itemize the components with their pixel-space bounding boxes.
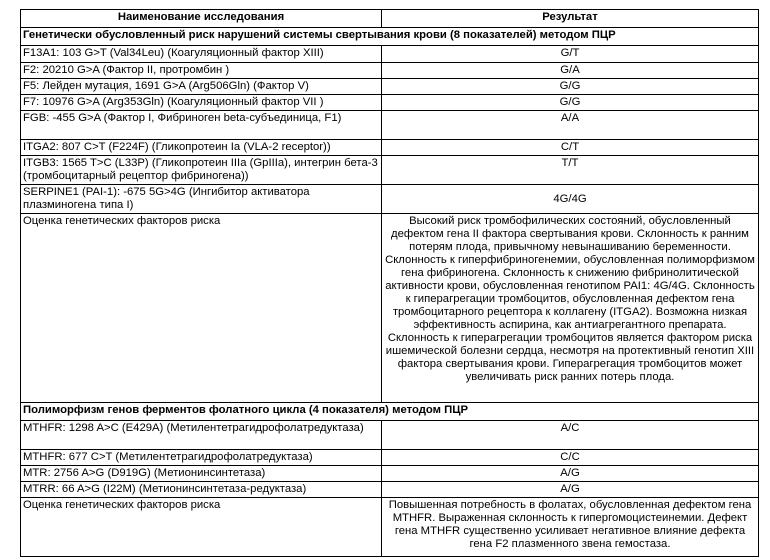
test-result: A/C [382, 421, 759, 450]
test-result: G/A [382, 63, 759, 79]
test-name: MTR: 2756 A>G (D919G) (Метионинсинтетаза) [21, 466, 382, 482]
assessment-label: Оценка генетических факторов риска [21, 498, 382, 557]
section-title: Полиморфизм генов ферментов фолатного цикла (4 показателя) методом ПЦР [21, 403, 759, 421]
table-row [21, 156, 759, 185]
assessment-text: Высокий риск тромбофилических состояний, обусловленный дефектом гена II фактора свертывания крови. Склонность к ранним потерям плода, привычному невынашиванию беременности. Склонность к гиперфибриногенемии, обусловленная полиморфизмом гена фибриногена. Склонность к снижению фибринолитической активности крови, обусловленная генотипом PAI1: 4G/4G. Склонность к гиперагрегации тромбоцитов, обусловленная дефектом гена тромбоцитарного рецептора к коллагену (ITGA2). Возможна низкая эффективность аспирина, как антиагрегантного препарата. Склонность к гиперагрегации тромбоцитов является фактором риска ишемической болезни сердца, несмотря на протективный генотип XIII фактора свертывания крови. Гиперагрегация тромбоцитов может увеличивать риск ранних потерь плода. [382, 214, 759, 403]
table-row [21, 466, 759, 482]
test-name: MTHFR: 1298 A>C (E429A) (Метилентетрагидрофолатредуктаза) [21, 421, 382, 450]
test-name: MTHFR: 677 C>T (Метилентетрагидрофолатредуктаза) [21, 450, 382, 466]
table-row [21, 140, 759, 156]
test-result: C/C [382, 450, 759, 466]
header-row [21, 10, 759, 28]
test-name: ITGA2: 807 C>T (F224F) (Гликопротеин Ia (VLA-2 receptor)) [21, 140, 382, 156]
test-name: F2: 20210 G>A (Фактор II, протромбин ) [21, 63, 382, 79]
table-row [21, 111, 759, 140]
table-row [21, 46, 759, 63]
test-name: ITGB3: 1565 T>C (L33P) (Гликопротеин IIIa (GpIIIa), интегрин бета-3 (тромбоцитарный рецептор фибриногена)) [21, 156, 382, 185]
assessment-row [21, 214, 759, 403]
section-row [21, 403, 759, 421]
test-result: C/T [382, 140, 759, 156]
table-row [21, 421, 759, 450]
table-row [21, 482, 759, 498]
table-row [21, 185, 759, 214]
table-row [21, 63, 759, 79]
test-result: G/G [382, 95, 759, 111]
assessment-text: Повышенная потребность в фолатах, обусловленная дефектом гена MTHFR. Выраженная склонность к гипергомоцистеинемии. Дефект гена MTHFR существенно усиливает негативное влияние дефекта гена F2 плазменного звена гемостаза. [382, 498, 759, 557]
test-result: G/G [382, 79, 759, 95]
test-name: SERPINE1 (PAI-1): -675 5G>4G (Ингибитор активатора плазминогена типа I) [21, 185, 382, 214]
assessment-row [21, 498, 759, 557]
test-name: F7: 10976 G>A (Arg353Gln) (Коагуляционный фактор VII ) [21, 95, 382, 111]
results-table [20, 9, 759, 557]
test-result: T/T [382, 156, 759, 185]
assessment-label: Оценка генетических факторов риска [21, 214, 382, 403]
test-result: G/T [382, 46, 759, 63]
test-result: A/A [382, 111, 759, 140]
test-name: F13A1: 103 G>T (Val34Leu) (Коагуляционный фактор XIII) [21, 46, 382, 63]
test-name: FGB: -455 G>A (Фактор I, Фибриноген beta-субъединица, F1) [21, 111, 382, 140]
test-result: 4G/4G [382, 185, 759, 214]
section-title: Генетически обусловленный риск нарушений системы свертывания крови (8 показателей) методом ПЦР [21, 28, 759, 46]
section-row [21, 28, 759, 46]
table-row [21, 79, 759, 95]
column-header-result: Результат [382, 10, 759, 28]
test-name: MTRR: 66 A>G (I22M) (Метионинсинтетаза-редуктаза) [21, 482, 382, 498]
table-row [21, 450, 759, 466]
table-row [21, 95, 759, 111]
test-result: A/G [382, 466, 759, 482]
test-name: F5: Лейден мутация, 1691 G>A (Arg506Gln) (Фактор V) [21, 79, 382, 95]
test-result: A/G [382, 482, 759, 498]
column-header-test-name: Наименование исследования [21, 10, 382, 28]
